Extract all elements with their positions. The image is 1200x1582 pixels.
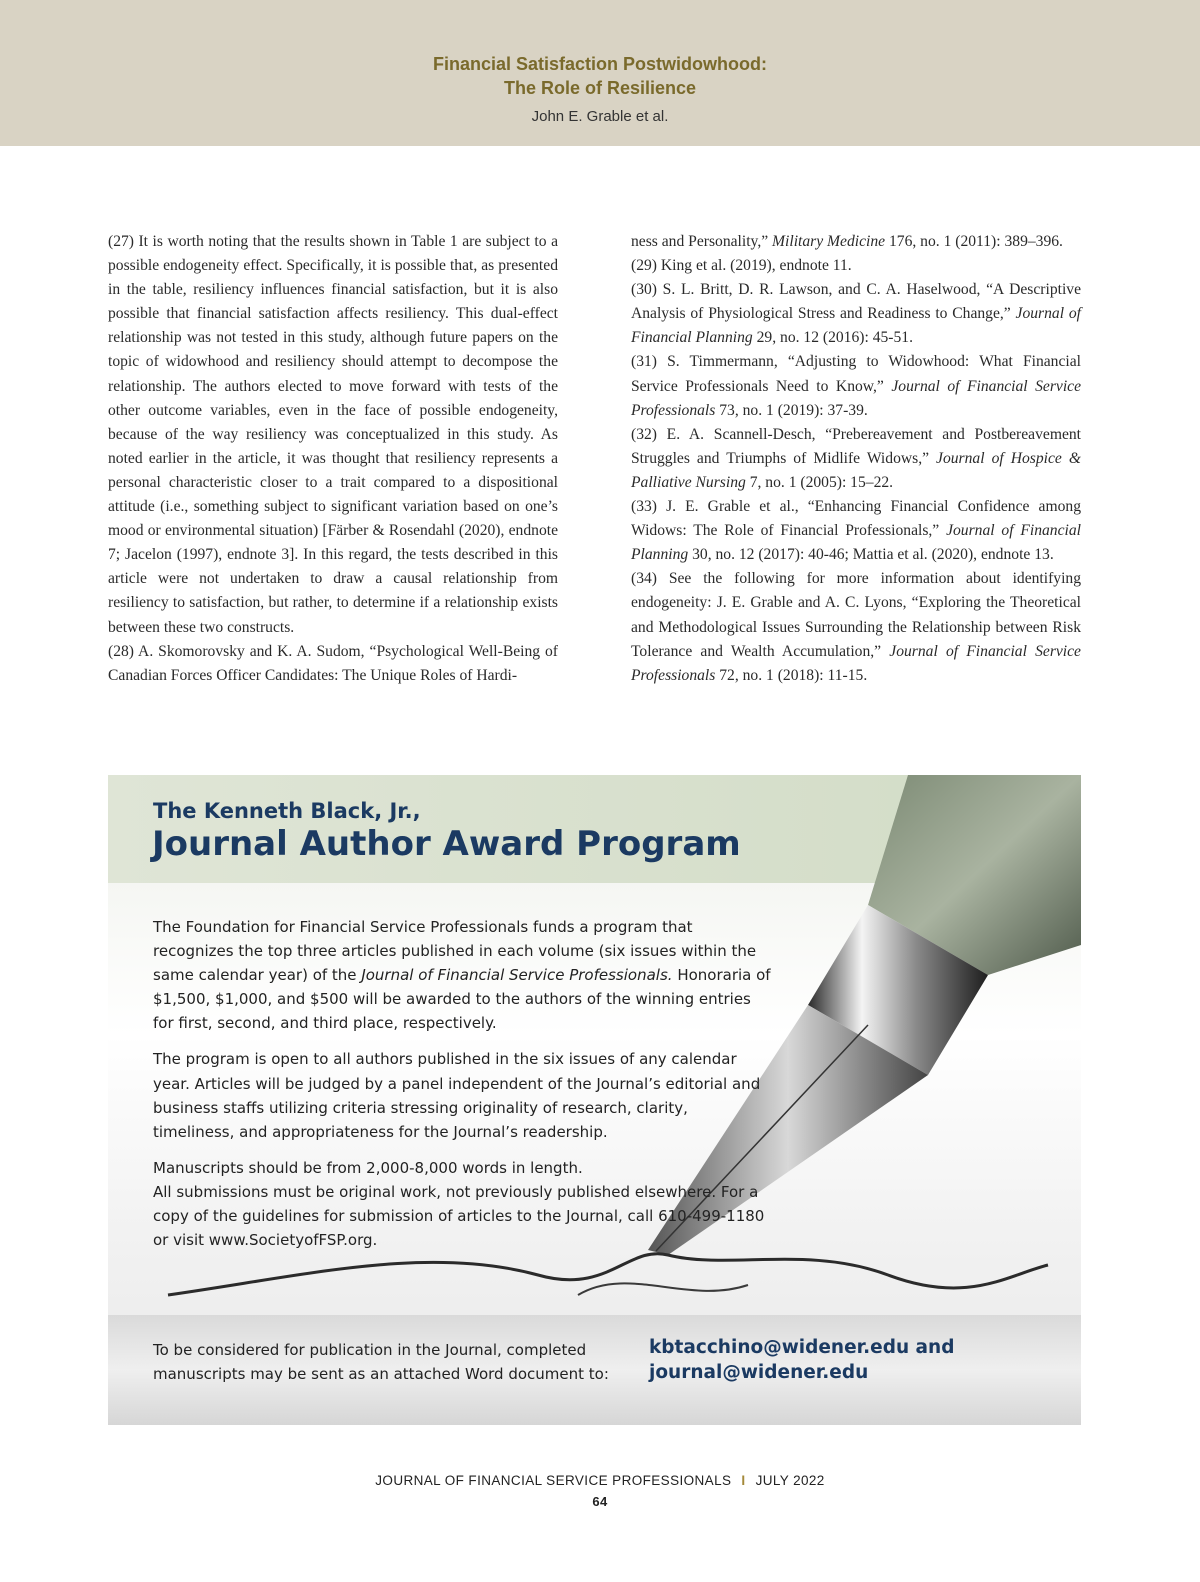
journal-name: Journal of Financial Service Professionals.	[361, 966, 673, 985]
award-paragraph-3: Manuscripts should be from 2,000-8,000 words in length. All submissions must be original work, not previously published elsewhere. For a copy of the guidelines for submission of articles to the Journal, call 610-499-1180 or visit www.SocietyofFSP.org.	[153, 1158, 765, 1250]
article-title-line2: The Role of Resilience	[503, 78, 697, 98]
endnote-30: (30) S. L. Britt, D. R. Lawson, and C. A. Haselwood, “A Descriptive Analysis of Physiological Stress and Readiness to Change,” Journal of Financial Planning 29, no. 12 (2016): 45-51.	[631, 281, 1081, 347]
endnote-33: (33) J. E. Grable et al., “Enhancing Financial Confidence among Widows: The Role of Financial Professionals,” Journal of Financial Planning 30, no. 12 (2017): 40-46; Mattia et al. (2020), endnote 13.	[631, 498, 1081, 564]
endnote-28: (28) A. Skomorovsky and K. A. Sudom, “Psychological Well-Being of Canadian Forces Officer Candidates: The Unique Roles of Hardi-	[108, 642, 558, 684]
submission-emails	[649, 1336, 954, 1385]
endnote-28-continued: ness and Personality,” Military Medicine 176, no. 1 (2011): 389–396.	[631, 233, 1063, 250]
footer-journal: JOURNAL OF FINANCIAL SERVICE PROFESSIONALS	[375, 1473, 732, 1488]
article-authors: John E. Grable et al.	[531, 108, 669, 125]
email-link-journal[interactable]: journal@widener.edu	[649, 1361, 869, 1383]
journal-name: Journal of Financial Planning	[631, 305, 1081, 347]
endnotes-right-column	[631, 230, 1081, 688]
journal-name: Journal of Financial Planning	[631, 522, 1081, 564]
running-header	[0, 0, 1200, 146]
page-number: 64	[592, 1494, 608, 1509]
award-title-large: Journal Author Award Program	[152, 824, 741, 864]
footer-line	[0, 1473, 1200, 1488]
article-title-line1: Financial Satisfaction Postwidowhood:	[432, 54, 768, 74]
award-program-ad	[108, 775, 1081, 1425]
award-title-small: The Kenneth Black, Jr.,	[153, 799, 421, 823]
submission-instructions: To be considered for publication in the Journal, completed manuscripts may be sent as an attached Word document to:	[153, 1341, 609, 1384]
endnote-31: (31) S. Timmermann, “Adjusting to Widowhood: What Financial Service Professionals Need to Know,” Journal of Financial Service Professionals 73, no. 1 (2019): 37-39.	[631, 353, 1081, 419]
footer-date: JULY 2022	[755, 1473, 825, 1488]
endnote-29: (29) King et al. (2019), endnote 11.	[631, 257, 852, 275]
award-paragraph-1: The Foundation for Financial Service Professionals funds a program that recognizes the top three articles published in each volume (six issues within the same calendar year) of the Journal of Financial Service Professionals. Honoraria of $1,500, $1,000, and $500 will be awarded to the authors of the winning entries for first, second, and third place, respectively.	[153, 918, 771, 1033]
journal-name: Military Medicine	[772, 233, 886, 250]
endnote-34: (34) See the following for more information about identifying endogeneity: J. E. Grable and A. C. Lyons, “Exploring the Theoretical and Methodological Issues Surrounding the Relationship between Risk Tolerance and Wealth Accumulation,” Journal of Financial Service Professionals 72, no. 1 (2018): 11-15.	[631, 570, 1081, 684]
award-paragraph-2: The program is open to all authors published in the six issues of any calendar year. Articles will be judged by a panel independent of the Journal’s editorial and business staffs utilizing criteria stressing originality of research, clarity, timeliness, and appropriateness for the Journal’s readership.	[153, 1050, 761, 1141]
award-description	[153, 915, 773, 1264]
page-footer	[0, 1473, 1200, 1509]
endnotes-left-column	[108, 230, 558, 688]
endnote-27: (27) It is worth noting that the results shown in Table 1 are subject to a possible endogeneity effect. Specifically, it is possible that, as presented in the table, resiliency influences financial satisfaction, but it is also possible that financial satisfaction affects resiliency. This dual-effect relationship was not tested in this study, although future papers on the topic of widowhood and resiliency should attempt to decompose the relationship. The authors elected to move forward with tests of the other outcome variables, even in the face of possible endogeneity, because of the way resiliency was conceptualized in this study. As noted earlier in the article, it was thought that resiliency represents a personal characteristic closer to a trait compared to a dispositional attitude (i.e., something subject to significant variation based on one’s mood or environmental situation) [Färber & Rosendahl (2020), endnote 7; Jacelon (1997), endnote 3]. In this regard, the tests described in this article were not undertaken to draw a causal relationship from resiliency to satisfaction, but rather, to determine if a relationship exists between these two constructs.	[108, 233, 558, 636]
journal-name: Journal of Hospice & Palliative Nursing	[631, 449, 1081, 491]
journal-name: Journal of Financial Service Professionals	[631, 377, 1081, 419]
journal-name: Journal of Financial Service Professionals	[631, 642, 1081, 684]
endnote-32: (32) E. A. Scannell-Desch, “Prebereavement and Postbereavement Struggles and Triumphs of Midlife Widows,” Journal of Hospice & Palliative Nursing 7, no. 1 (2005): 15–22.	[631, 425, 1081, 491]
email-link-kbtacchino[interactable]: kbtacchino@widener.edu and	[649, 1337, 955, 1358]
footer-separator: I	[741, 1473, 746, 1488]
